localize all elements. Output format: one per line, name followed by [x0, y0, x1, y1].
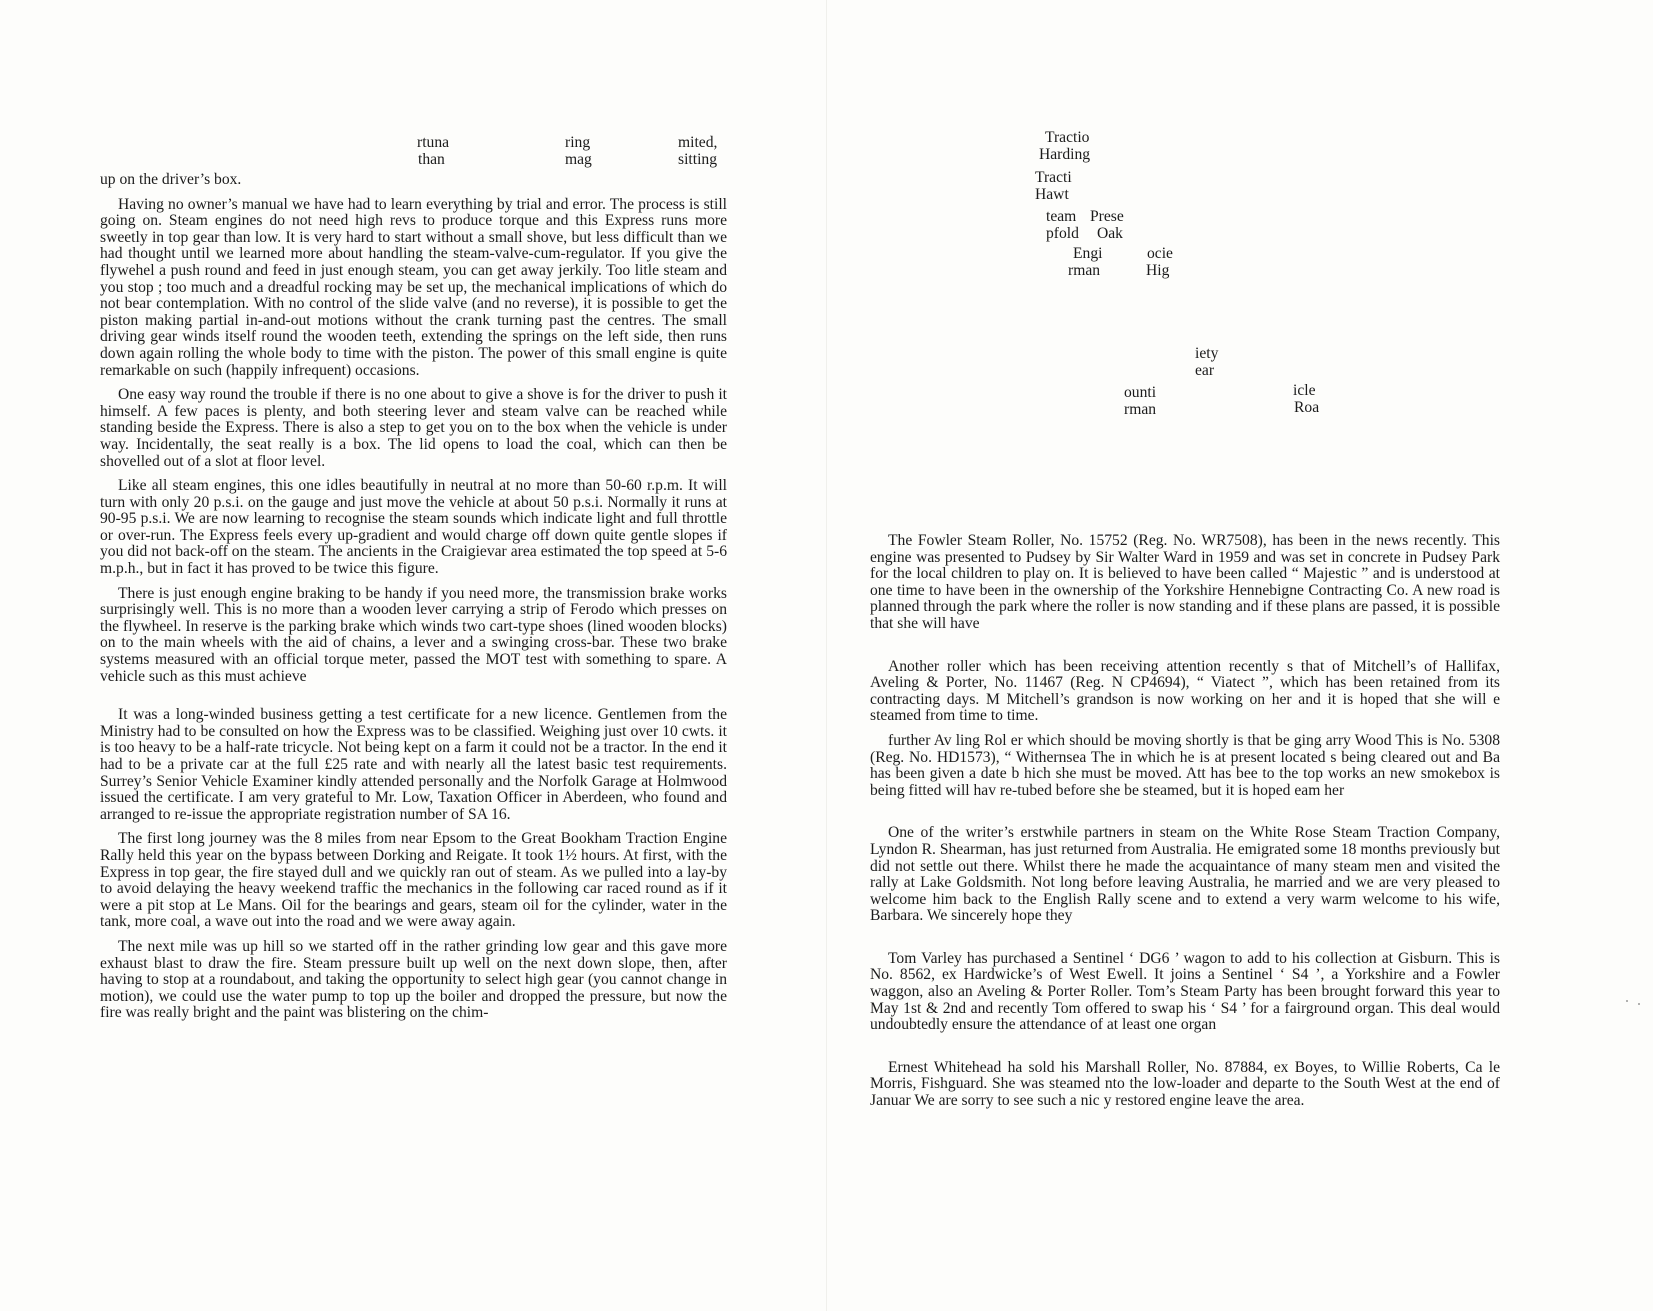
caption-fragment: Tractio	[1045, 129, 1090, 146]
caption-fragment: Hig	[1146, 262, 1170, 279]
paragraph-ernest-whitehead: Ernest Whitehead ha sold his Marshall Roller, No. 87884, ex Boyes, to Willie Roberts, Ca le Morris, Fishguard. She was steamed nto the low-loader and departe to the South West at the end of Januar We are sorry to see such a nic y restored engine leave the area.	[870, 1058, 1500, 1110]
caption-fragment: rman	[1068, 262, 1101, 279]
paragraph-shearman: One of the writer’s erstwhile partners in steam on the White Rose Steam Traction Company, Lyndon R. Shearman, has just returned from Australia. He emigrated some 18 months previously but did not settle out there. Whilst there he made the acquaintance of many steam men and visited the rally at Lake Goldsmith. Not long before leaving Australia, he married and we are very pleased to welcome him back to the English Rally scene and to extend a very warm welcome to his wife, Barbara. We sincerely hope they	[870, 824, 1500, 925]
caption-fragment: pfold	[1046, 225, 1079, 242]
right-page	[826, 0, 1653, 1311]
top-fragment-1c: mited,	[678, 134, 718, 151]
caption-fragment: Hawt	[1035, 186, 1069, 203]
top-fragment-2c: sitting	[678, 151, 717, 168]
paragraph-owner-manual: Having no owner’s manual we have had to learn everything by trial and error. The process is still going on. Steam engines do not need high revs to produce torque and this Express runs more sweetly in top gear than low. It is very hard to start without a small shove, but less difficult than we had thought until we learned more about handling the steam-valve-cum-regulator. If you give the flywehel a push round and feed in just enough steam, you can get away jerkily. Too litle steam and you stop ; too much and a dreadful rocking may be set up, the mechanical implications of which do not bear contemplation. With no control of the slide valve (and no reverse), it is possible to get the piston making partial in-and-out motions without the crank turning past the centres. The small driving gear winds itself round the wooden teeth, extending the springs on the left side, then runs down again rolling the whole body to time with the piston. The power of this small engine is quite remarkable on such (happily infrequent) occasions.	[100, 195, 727, 379]
paragraph-driver-box: up on the driver’s box.	[100, 171, 242, 188]
caption-fragment: ounti	[1124, 384, 1157, 401]
caption-fragment: Roa	[1294, 399, 1320, 416]
caption-fragment: ear	[1195, 362, 1215, 379]
paragraph-fowler-roller: The Fowler Steam Roller, No. 15752 (Reg. No. WR7508), has been in the news recently. This engine was presented to Pudsey by Sir Walter Ward in 1959 and was set in concrete in Pudsey Park for the local children to play on. It is believed to have been called “ Majestic ” and is understood at one time to have been in the ownership of the Yorkshire Hennebigne Contracting Co. A new road is planned through the park where the roller is now standing and if these plans are passed, it is possible that she will have	[870, 532, 1500, 632]
paragraph-tom-varley: Tom Varley has purchased a Sentinel ‘ DG6 ’ wagon to add to his collection at Gisburn. This is No. 8562, ex Hardwicke’s of West Ewell. It joins a Sentinel ‘ S4 ’, a Yorkshire and a Fowler waggon, also an Aveling & Porter Roller. Tom’s Steam Party has been brought forward this year to May 1st & 2nd and recently Tom offered to swap his ‘ S4 ’ for a fairground organ. This deal would undoubtedly ensure the attendance of at least one organ	[870, 949, 1500, 1034]
top-fragment-2b: mag	[565, 151, 592, 168]
caption-fragment: icle	[1293, 382, 1316, 399]
paragraph-easy-way: One easy way round the trouble if there is no one about to give a shove is for the driver to push it himself. A few paces is plenty, and both steering lever and steam valve can be reached while standing beside the Express. There is also a step to get you on to the box when the vehicle is under way. Incidentally, the seat really is a box. The lid opens to load the coal, which can then be shovelled out of a slot at floor level.	[100, 386, 727, 470]
caption-fragment: Engi	[1073, 245, 1103, 262]
left-article-column	[100, 172, 727, 1030]
paragraph-test-certificate: It was a long-winded business getting a test certificate for a new licence. Gentlemen from the Ministry had to be consulted on how the Express was to be classified. Weighing just over 10 cwts. it is too heavy to be a half-rate tricycle. Not being kept on a farm it could not be a tractor. In the end it had to be a private car at the full £25 rate and with nearly all the latest basic test requirements. Surrey’s Senior Vehicle Examiner kindly attended personally and the Norfolk Garage at Holmwood issued the certificate. I am very grateful to Mr. Low, Taxation Officer in Aberdeen, who found and arranged to re-issue the appropriate registration number of SA 16.	[100, 706, 727, 823]
paragraph-aveling-roller: further Av ling Rol er which should be moving shortly is that be ging arry Wood This is No. 5308 (Reg. No. HD1573), “ Withernsea The in which he is at present located s being cleared out and Ba has been given a date b hich she must be moved. Att has bee to the top works an new smokebox is being fitted will hav re-tubed before she be steamed, but it is hoped eam her	[870, 731, 1500, 799]
caption-fragment: Prese	[1090, 208, 1124, 225]
top-fragment-1a: rtuna	[417, 134, 450, 151]
paragraph-braking: There is just enough engine braking to be handy if you need more, the transmission brake works surprisingly well. This is no more than a wooden lever carrying a strip of Ferodo which presses on the flywheel. In reserve is the parking brake which winds two cart-type shoes (lined wooden blocks) on to the main wheels with the aid of chains, a lever and a swinging cross-bar. These two brake systems measured with an official torque meter, passed the MOT test with something to spare. A vehicle such as this must achieve	[100, 584, 727, 685]
left-page	[0, 0, 826, 1311]
paragraph-mitchells-roller: Another roller which has been receiving attention recently s that of Mitchell’s of Hallifax, Aveling & Porter, No. 11467 (Reg. N CP4694), “ Viatect ”, which has been retained from its contracting days. M Mitchell’s grandson is now working on her and it is hoped that she will e steamed from time to time.	[870, 657, 1500, 725]
paragraph-next-mile: The next mile was up hill so we started off in the rather grinding low gear and this gave more exhaust blast to draw the fire. Steam pressure built up well on the next down slope, then, after having to stop at a roundabout, and taking the opportunity to select high gear (you cannot change in motion), we could use the water pump to top up the boiler and dropped the pressure, but now the fire was really bright and the paint was blistering on the chim-	[100, 937, 727, 1022]
caption-fragment: team	[1046, 208, 1077, 225]
top-fragment-2a: than	[418, 151, 445, 168]
caption-fragment: Harding	[1039, 146, 1091, 163]
scan-speck	[1638, 1003, 1640, 1005]
right-news-column	[870, 533, 1500, 1118]
caption-fragment: rman	[1124, 401, 1157, 418]
paragraph-first-journey: The first long journey was the 8 miles from near Epsom to the Great Bookham Traction Engine Rally held this year on the bypass between Dorking and Reigate. It took 1½ hours. At first, with the Express in top gear, the fire stayed dull and we quickly ran out of steam. As we pulled into a lay-by to avoid delaying the heavy weekend traffic the mechanics in the following car raced round as if it were a pit stop at Le Mans. Oil for the bearings and gears, steam oil for the cylinder, water in the tank, more coal, a wave out into the road and we were away again.	[100, 830, 727, 931]
scan-speck	[1626, 1000, 1628, 1002]
caption-fragment: iety	[1195, 345, 1219, 362]
caption-fragment: Oak	[1097, 225, 1123, 242]
caption-fragment: ocie	[1147, 245, 1173, 262]
caption-fragment: Tracti	[1035, 169, 1072, 186]
paragraph-idles: Like all steam engines, this one idles beautifully in neutral at no more than 50-60 r.p.m. It will turn with only 20 p.s.i. on the gauge and just move the vehicle at about 50 p.s.i. Normally it runs at 90-95 p.s.i. We are now learning to recognise the steam sounds which indicate light and full throttle or over-run. The Express feels every up-gradient and would charge off down quite gentle slopes if you did not back-off on the steam. The ancients in the Craigievar area estimated the top speed at 5-6 m.p.h., but in fact it has proved to be twice this figure.	[100, 477, 727, 578]
top-fragment-1b: ring	[565, 134, 591, 151]
